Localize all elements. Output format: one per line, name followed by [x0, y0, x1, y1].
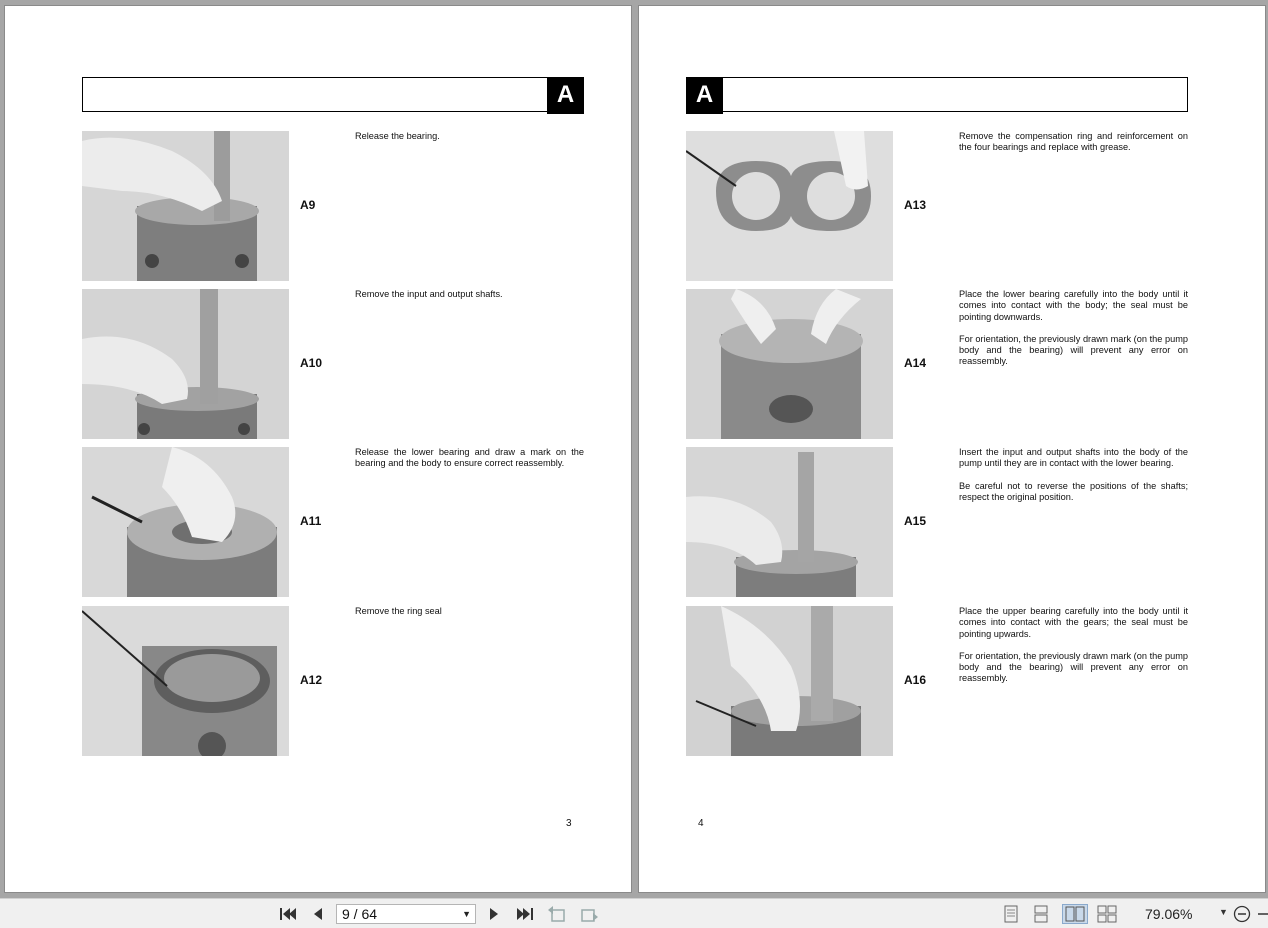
instruction-paragraph: Release the bearing.	[355, 131, 440, 141]
step-photo	[82, 606, 289, 756]
continuous-icon[interactable]	[1032, 904, 1050, 924]
navigation-toolbar	[0, 898, 1268, 928]
step-a16	[639, 606, 1265, 758]
step-a12	[5, 606, 631, 758]
step-label: A16	[904, 673, 927, 687]
step-photo	[686, 606, 893, 756]
instruction-paragraph: Remove the ring seal	[355, 606, 442, 616]
zoom-dropdown-icon[interactable]: ▼	[1219, 907, 1228, 917]
step-a11	[5, 447, 631, 599]
step-label: A15	[904, 514, 927, 528]
instruction-paragraph: Remove the input and output shafts.	[355, 289, 503, 299]
instruction-paragraph: For orientation, the previously drawn mark (on the pump body and the bearing) will prevent any error on reassembly.	[959, 333, 1188, 367]
zoom-out-icon[interactable]	[1232, 904, 1252, 924]
instruction-paragraph: For orientation, the previously drawn mark (on the pump body and the bearing) will prevent any error on reassembly.	[959, 650, 1188, 684]
next-view-icon[interactable]	[578, 904, 600, 924]
two-page-icon[interactable]	[1062, 904, 1088, 924]
page-number: 3	[566, 818, 572, 829]
step-photo	[82, 447, 289, 597]
chevron-down-icon[interactable]: ▼	[462, 909, 471, 919]
step-instructions	[959, 131, 1188, 165]
section-header-bar	[722, 77, 1188, 112]
single-page-icon[interactable]	[1002, 904, 1020, 924]
previous-page-icon[interactable]	[310, 904, 326, 924]
step-photo	[686, 447, 893, 597]
previous-view-icon[interactable]	[546, 904, 568, 924]
zoom-slider-track[interactable]	[1256, 904, 1268, 924]
step-instructions	[355, 131, 584, 153]
next-page-icon[interactable]	[486, 904, 502, 924]
step-photo	[82, 289, 289, 439]
instruction-paragraph: Place the lower bearing carefully into the body until it comes into contact with the body; the seal must be pointing downwards.	[959, 289, 1188, 322]
zoom-level[interactable]: 79.06%	[1145, 906, 1193, 922]
step-instructions	[355, 447, 584, 481]
section-tab: A	[686, 77, 723, 114]
page-indicator: 9 / 64	[342, 906, 378, 922]
instruction-paragraph: Remove the compensation ring and reinforcement on the four bearings and replace with grease.	[959, 131, 1188, 153]
step-a14	[639, 289, 1265, 441]
step-a13	[639, 131, 1265, 283]
section-header-bar	[82, 77, 548, 112]
step-instructions	[959, 606, 1188, 696]
step-label: A12	[300, 673, 323, 687]
instruction-paragraph: Be careful not to reverse the positions of the shafts; respect the original position.	[959, 480, 1188, 502]
first-page-icon[interactable]	[278, 904, 298, 924]
step-a10	[5, 289, 631, 441]
step-instructions	[355, 606, 584, 628]
last-page-icon[interactable]	[514, 904, 536, 924]
instruction-paragraph: Release the lower bearing and draw a mark on the bearing and the body to ensure correct reassembly.	[355, 447, 584, 469]
page-number-input[interactable]	[336, 904, 476, 924]
step-label: A11	[300, 514, 322, 528]
step-instructions	[355, 289, 584, 311]
step-instructions	[959, 289, 1188, 379]
step-a15	[639, 447, 1265, 599]
instruction-paragraph: Place the upper bearing carefully into the body until it comes into contact with the gears; the seal must be pointing upwards.	[959, 606, 1188, 639]
instruction-paragraph: Insert the input and output shafts into the body of the pump until they are in contact with the lower bearing.	[959, 447, 1188, 469]
step-label: A10	[300, 356, 323, 370]
section-tab: A	[547, 77, 584, 114]
step-instructions	[959, 447, 1188, 514]
step-a9	[5, 131, 631, 283]
step-label: A13	[904, 198, 927, 212]
step-photo	[686, 289, 893, 439]
step-label: A9	[300, 198, 316, 212]
page-3	[5, 6, 631, 892]
two-page-continuous-icon[interactable]	[1096, 904, 1118, 924]
step-label: A14	[904, 356, 927, 370]
step-photo	[686, 131, 893, 281]
step-photo	[82, 131, 289, 281]
page-4	[639, 6, 1265, 892]
page-number: 4	[698, 818, 704, 829]
